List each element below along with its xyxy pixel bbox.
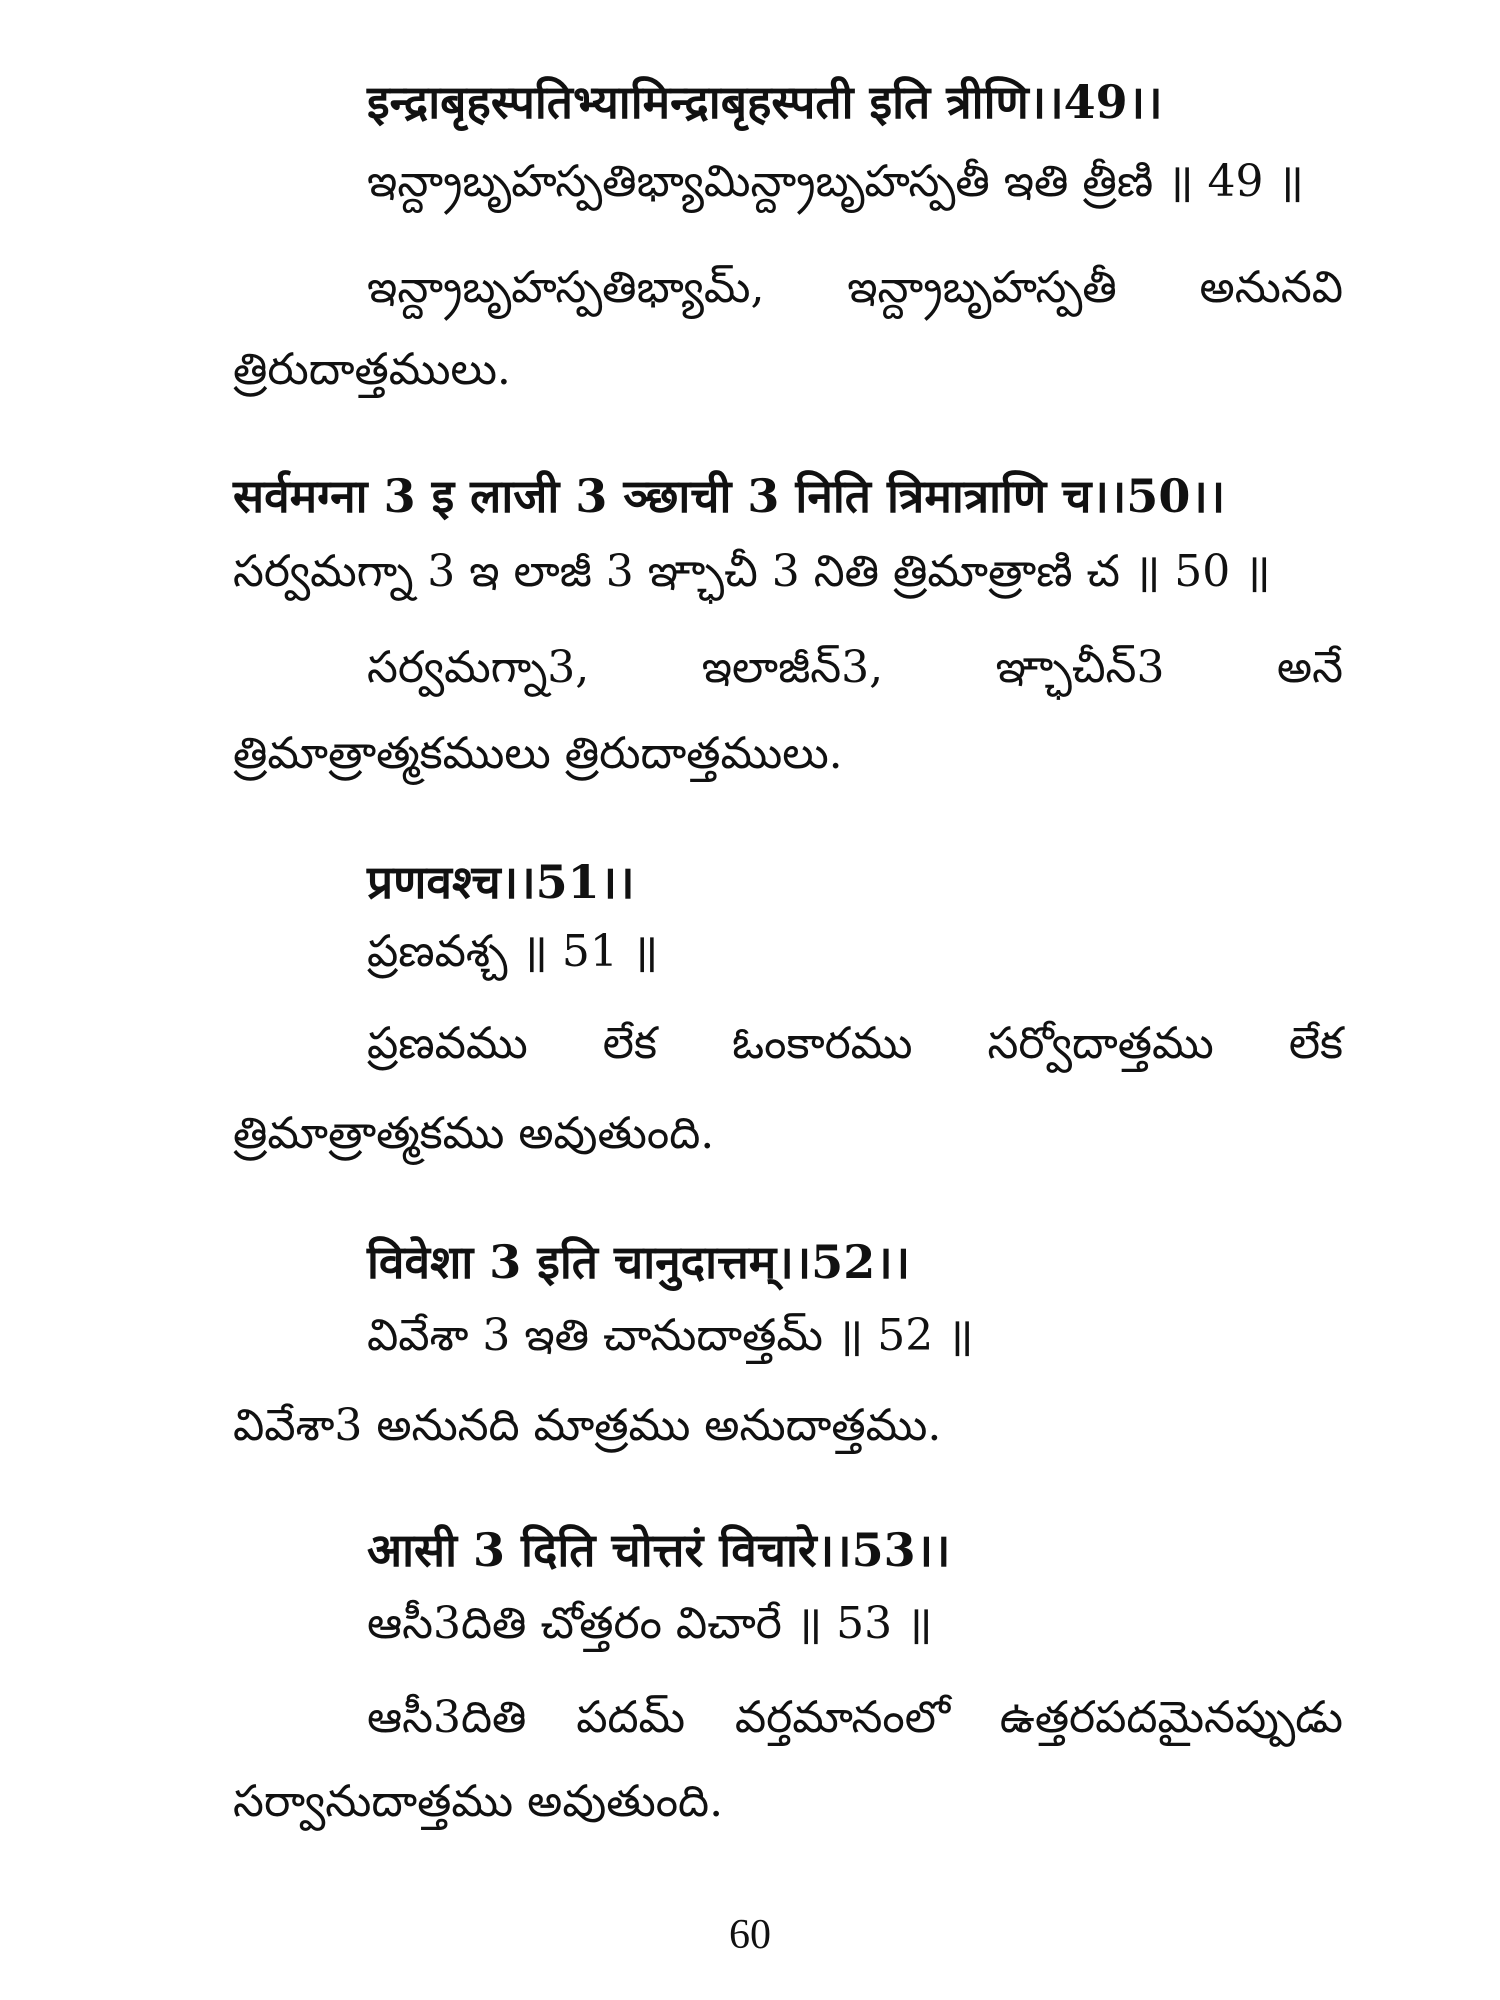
commentary-word: వర్తమానంలో [734,1692,950,1743]
commentary-53-first-line [367,1688,1343,1748]
commentary-word: సర్వమగ్నా3, [367,642,590,693]
commentary-word: ఇలాజీన్3, [701,642,884,693]
commentary-51-first-line [367,1014,1343,1074]
commentary-49-first-line [367,258,1343,318]
sanskrit-verse-49: इन्द्राबृहस्पतिभ्यामिन्द्राबृहस्पती इति त्रीणि।।49।। [367,75,1163,129]
commentary-word: అనే [1276,642,1343,693]
telugu-verse-50: సర్వమగ్నా 3 ఇ లాజీ 3 ఞ్ఛాచీ 3 నితి త్రిమాత్రాణి చ ॥ 50 ॥ [233,546,1271,597]
commentary-word: ఉత్తరపదమైనప్పుడు [999,1692,1343,1743]
commentary-word: ఇన్ద్రాబృహస్పతిభ్యామ్, [367,262,765,313]
commentary-word: ఓంకారము [731,1018,913,1069]
commentary-word: లేక [1288,1018,1343,1069]
commentary-50-first-line [367,638,1343,698]
telugu-verse-49: ఇన్ద్రాబృహస్పతిభ్యామిన్ద్రాబృహస్పతీ ఇతి త్రీణి ॥ 49 ॥ [367,156,1304,207]
sanskrit-verse-53: आसी 3 दिति चोत्तरं विचारे।।53।। [367,1523,951,1577]
commentary-53-rest: సర్వానుదాత్తము అవుతుంది. [233,1776,724,1827]
commentary-52-rest: వివేశా3 అనునది మాత్రము అనుదాత్తము. [233,1400,942,1451]
commentary-word: లేక [602,1018,657,1069]
commentary-51-rest: త్రిమాత్రాత్మకము అవుతుంది. [233,1108,715,1159]
commentary-word: ఇన్ద్రాబృహస్పతీ [847,262,1117,313]
commentary-word: ప్రణవము [367,1018,528,1069]
commentary-word: ఆసీ3దితి [367,1692,527,1743]
sanskrit-verse-52: विवेशा 3 इति चानुदात्तम्।।52।। [367,1235,911,1289]
commentary-50-rest: త్రిమాత్రాత్మకములు త్రిరుదాత్తములు. [233,728,843,779]
sanskrit-verse-51: प्रणवश्च।।51।। [367,855,635,909]
telugu-verse-51: ప్రణవశ్చ ॥ 51 ॥ [367,926,659,977]
telugu-verse-53: ఆసీ3దితి చోత్తరం విచారే ॥ 53 ॥ [367,1598,933,1649]
page-number: 60 [729,1912,771,1958]
commentary-word: పదమ్ [576,1692,686,1743]
commentary-49-rest: త్రిరుదాత్తములు. [233,344,511,395]
telugu-verse-52: వివేశా 3 ఇతి చానుదాత్తమ్ ॥ 52 ॥ [367,1310,974,1361]
commentary-word: అనునవి [1199,262,1343,313]
commentary-word: సర్వోదాత్తము [987,1018,1214,1069]
sanskrit-verse-50: सर्वमग्ना 3 इ लाजी 3 ञ्छाची 3 निति त्रिमात्राणि च।।50।। [233,469,1226,523]
commentary-word: ఞ్ఛాచీన్3 [995,642,1165,693]
